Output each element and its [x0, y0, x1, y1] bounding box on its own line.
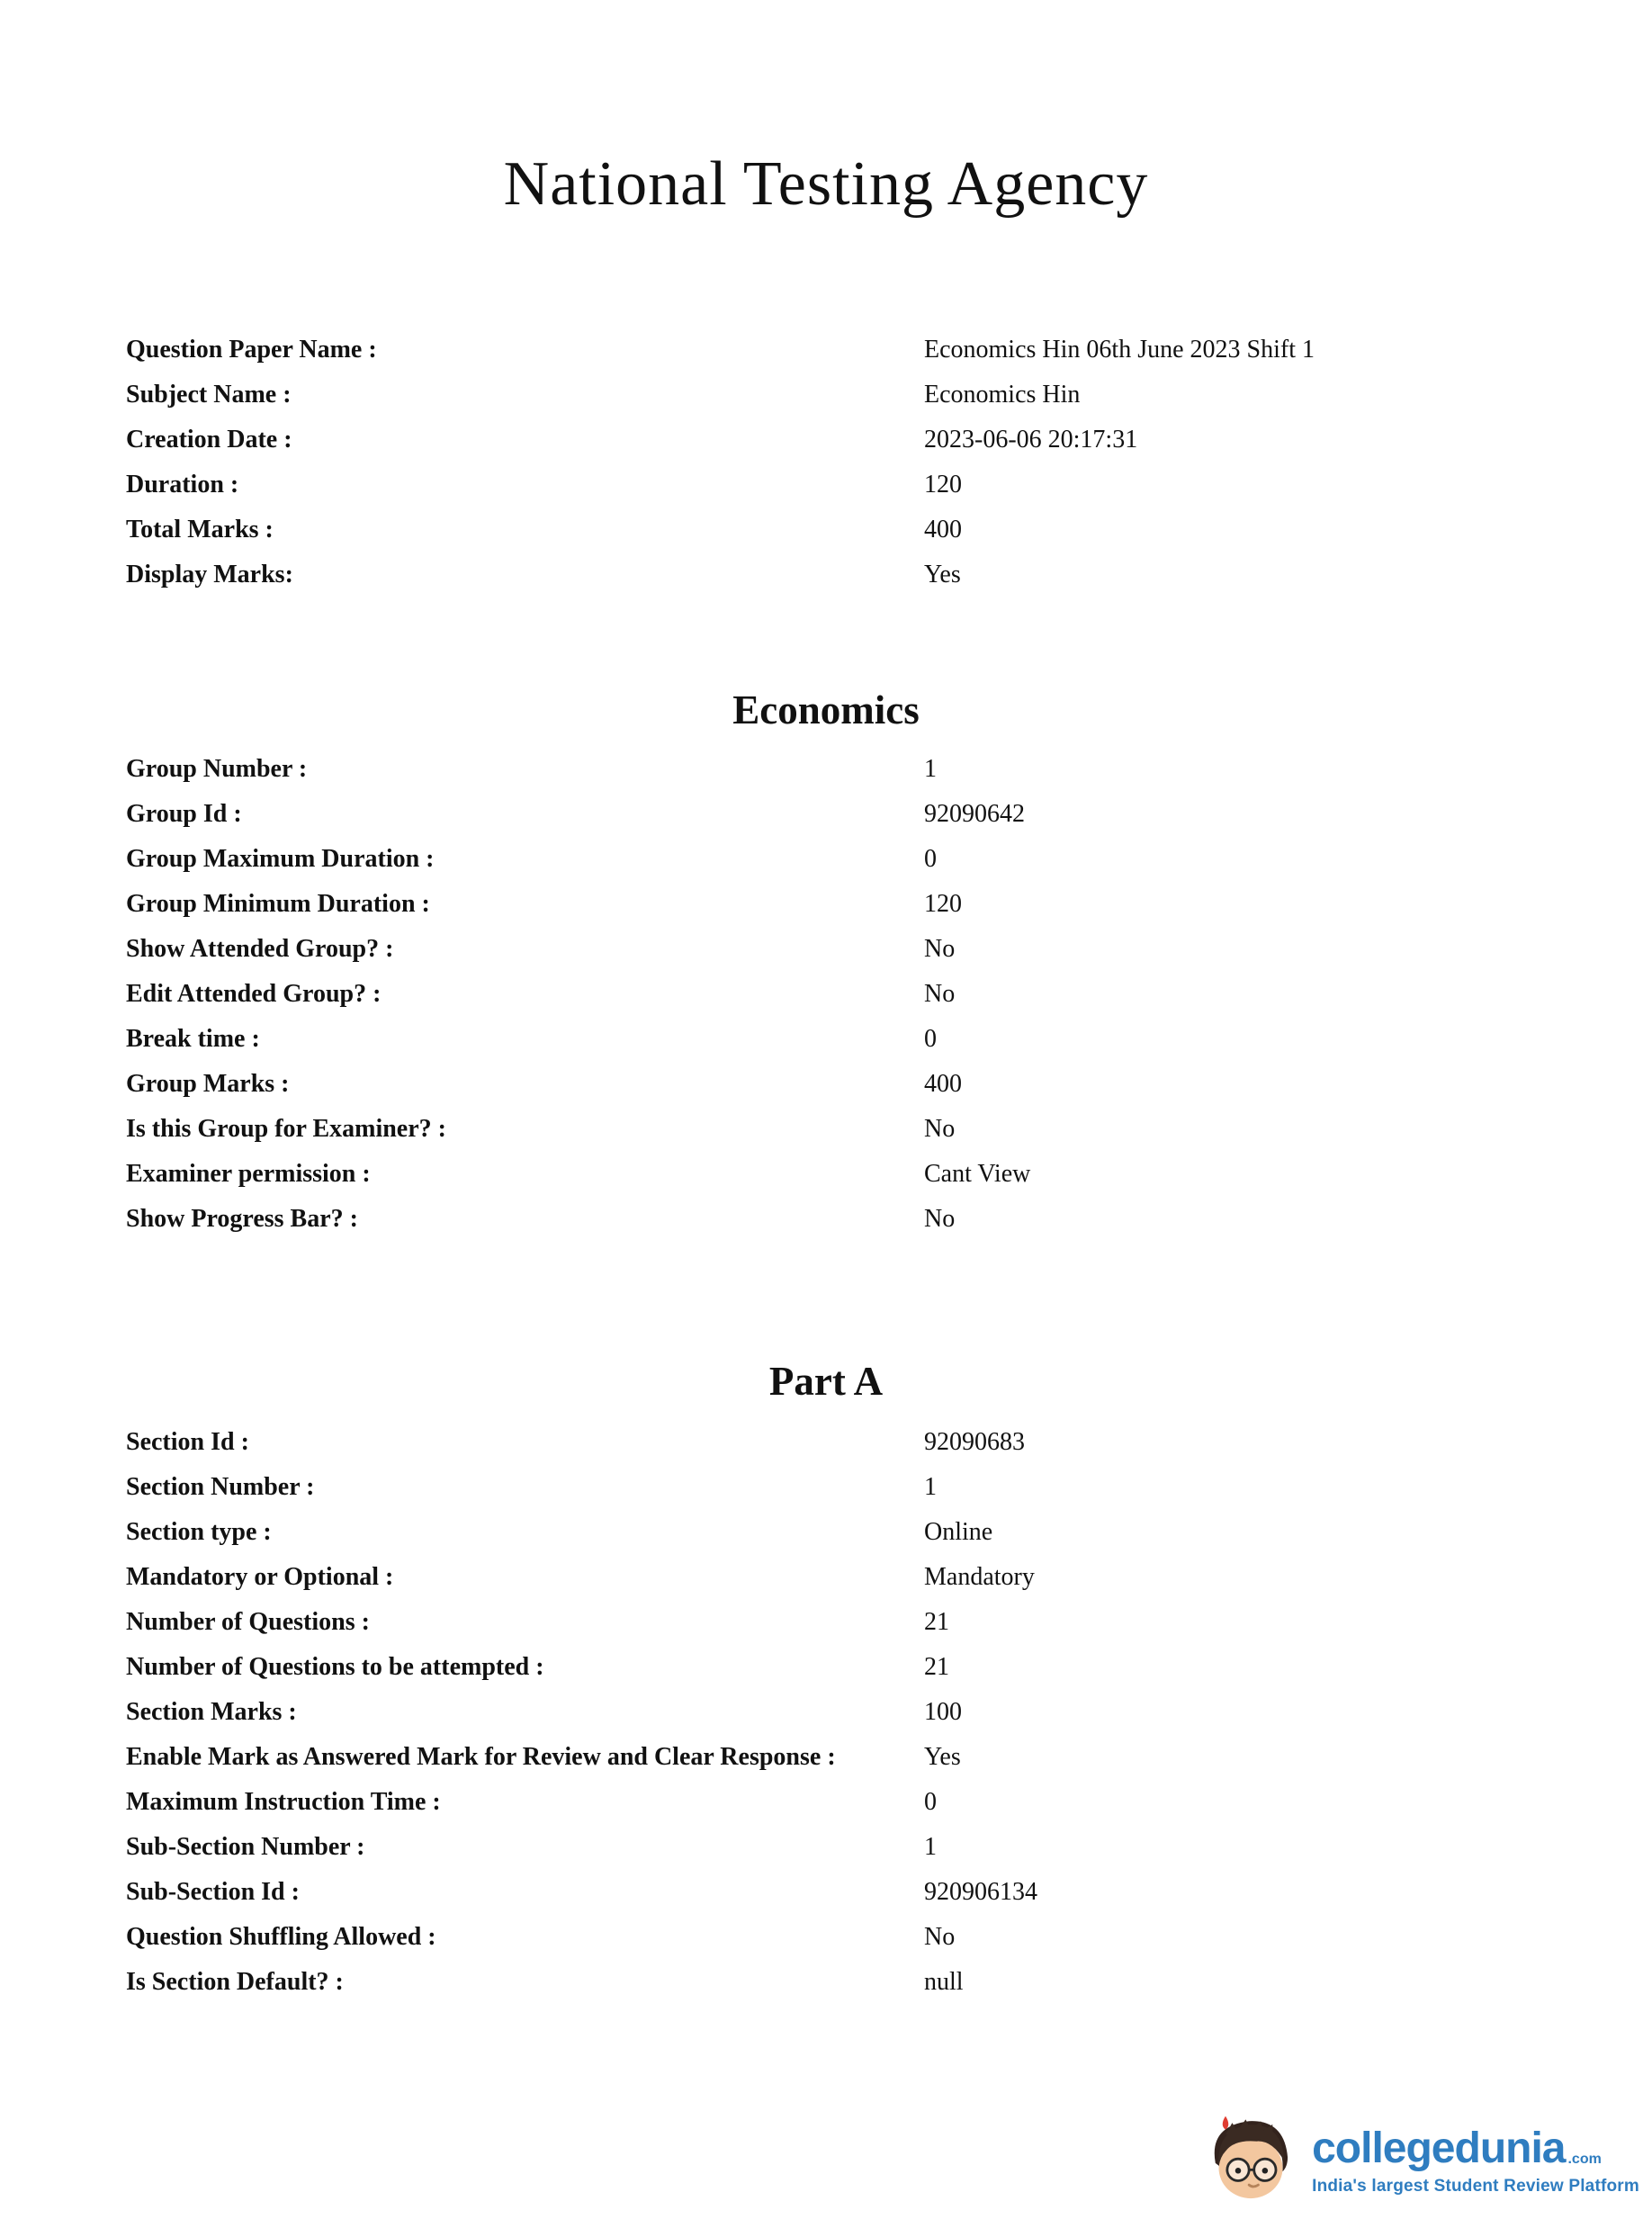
field-label: Question Paper Name : — [126, 335, 377, 364]
info-row — [126, 1151, 1526, 1196]
info-row — [126, 1779, 1526, 1824]
mascot-icon — [1200, 2111, 1301, 2212]
field-label: Examiner permission : — [126, 1159, 371, 1188]
group-info-block — [126, 746, 1526, 1241]
collegedunia-logo — [1200, 2111, 1639, 2212]
info-row — [126, 791, 1526, 836]
info-row — [126, 746, 1526, 791]
field-label: Group Marks : — [126, 1069, 290, 1098]
field-label: Creation Date : — [126, 425, 292, 454]
info-row — [126, 1554, 1526, 1599]
field-value: 92090642 — [924, 799, 1025, 828]
field-label: Show Progress Bar? : — [126, 1204, 358, 1233]
field-label: Number of Questions : — [126, 1607, 370, 1636]
paper-info-block — [126, 327, 1526, 597]
field-label: Group Maximum Duration : — [126, 844, 435, 873]
info-row — [126, 327, 1526, 372]
field-value: 0 — [924, 1024, 937, 1053]
field-label: Group Minimum Duration : — [126, 889, 430, 918]
field-label: Mandatory or Optional : — [126, 1562, 394, 1591]
field-label: Is Section Default? : — [126, 1967, 344, 1996]
info-row — [126, 1419, 1526, 1464]
field-label: Section type : — [126, 1517, 272, 1546]
field-value: Mandatory — [924, 1562, 1035, 1591]
field-label: Duration : — [126, 470, 239, 499]
info-row — [126, 1509, 1526, 1554]
field-value: 120 — [924, 889, 962, 918]
info-row — [126, 1869, 1526, 1914]
info-row — [126, 1464, 1526, 1509]
group-heading: Economics — [732, 687, 920, 732]
field-value: No — [924, 1114, 956, 1143]
field-value: 21 — [924, 1607, 949, 1636]
field-value: No — [924, 1922, 956, 1951]
info-row — [126, 1196, 1526, 1241]
field-value: 21 — [924, 1652, 949, 1681]
field-value: 1 — [924, 754, 937, 783]
info-row — [126, 1734, 1526, 1779]
field-label: Group Number : — [126, 754, 308, 783]
info-row — [126, 1106, 1526, 1151]
field-value: 1 — [924, 1832, 937, 1861]
field-value: No — [924, 934, 956, 963]
brand-suffix: .com — [1567, 2151, 1602, 2167]
info-row — [126, 552, 1526, 597]
info-row — [126, 417, 1526, 462]
field-value: Yes — [924, 560, 961, 588]
field-label: Sub-Section Id : — [126, 1877, 300, 1906]
field-value: Economics Hin — [924, 380, 1081, 409]
field-label: Show Attended Group? : — [126, 934, 394, 963]
field-value: 400 — [924, 1069, 962, 1098]
field-label: Section Id : — [126, 1427, 249, 1456]
field-label: Enable Mark as Answered Mark for Review and Clear Response : — [126, 1742, 836, 1771]
field-label: Question Shuffling Allowed : — [126, 1922, 436, 1951]
field-value: 2023-06-06 20:17:31 — [924, 425, 1138, 454]
field-value: null — [924, 1967, 964, 1996]
field-value: 0 — [924, 844, 937, 873]
field-label: Maximum Instruction Time : — [126, 1787, 441, 1816]
info-row — [126, 1016, 1526, 1061]
info-row — [126, 372, 1526, 417]
field-value: 92090683 — [924, 1427, 1025, 1456]
info-row — [126, 1599, 1526, 1644]
info-row — [126, 462, 1526, 507]
field-value: 120 — [924, 470, 962, 499]
field-value: 1 — [924, 1472, 937, 1501]
field-label: Sub-Section Number : — [126, 1832, 365, 1861]
info-row — [126, 926, 1526, 971]
brand-text — [1312, 2124, 1639, 2197]
field-label: Group Id : — [126, 799, 242, 828]
field-value: Cant View — [924, 1159, 1031, 1188]
field-value: 0 — [924, 1787, 937, 1816]
section-info-block — [126, 1419, 1526, 2004]
field-value: Yes — [924, 1742, 961, 1771]
info-row — [126, 971, 1526, 1016]
field-label: Number of Questions to be attempted : — [126, 1652, 544, 1681]
info-row — [126, 836, 1526, 881]
page-title: National Testing Agency — [503, 149, 1149, 219]
info-row — [126, 881, 1526, 926]
field-label: Section Marks : — [126, 1697, 297, 1726]
field-value: Economics Hin 06th June 2023 Shift 1 — [924, 335, 1315, 364]
field-label: Display Marks: — [126, 560, 293, 588]
brand-name: collegedunia — [1312, 2124, 1566, 2172]
info-row — [126, 1689, 1526, 1734]
field-label: Break time : — [126, 1024, 260, 1053]
field-value: 400 — [924, 515, 962, 544]
field-label: Edit Attended Group? : — [126, 979, 382, 1008]
info-row — [126, 1959, 1526, 2004]
field-value: 920906134 — [924, 1877, 1037, 1906]
field-value: No — [924, 1204, 956, 1233]
field-value: No — [924, 979, 956, 1008]
field-label: Section Number : — [126, 1472, 315, 1501]
info-row — [126, 507, 1526, 552]
brand-wordmark — [1312, 2124, 1639, 2172]
info-row — [126, 1914, 1526, 1959]
field-label: Total Marks : — [126, 515, 274, 544]
field-value: 100 — [924, 1697, 962, 1726]
info-row — [126, 1644, 1526, 1689]
field-value: Online — [924, 1517, 993, 1546]
field-label: Is this Group for Examiner? : — [126, 1114, 446, 1143]
info-row — [126, 1824, 1526, 1869]
brand-tagline: India's largest Student Review Platform — [1312, 2176, 1639, 2196]
info-row — [126, 1061, 1526, 1106]
field-label: Subject Name : — [126, 380, 292, 409]
part-heading: Part A — [768, 1359, 884, 1404]
